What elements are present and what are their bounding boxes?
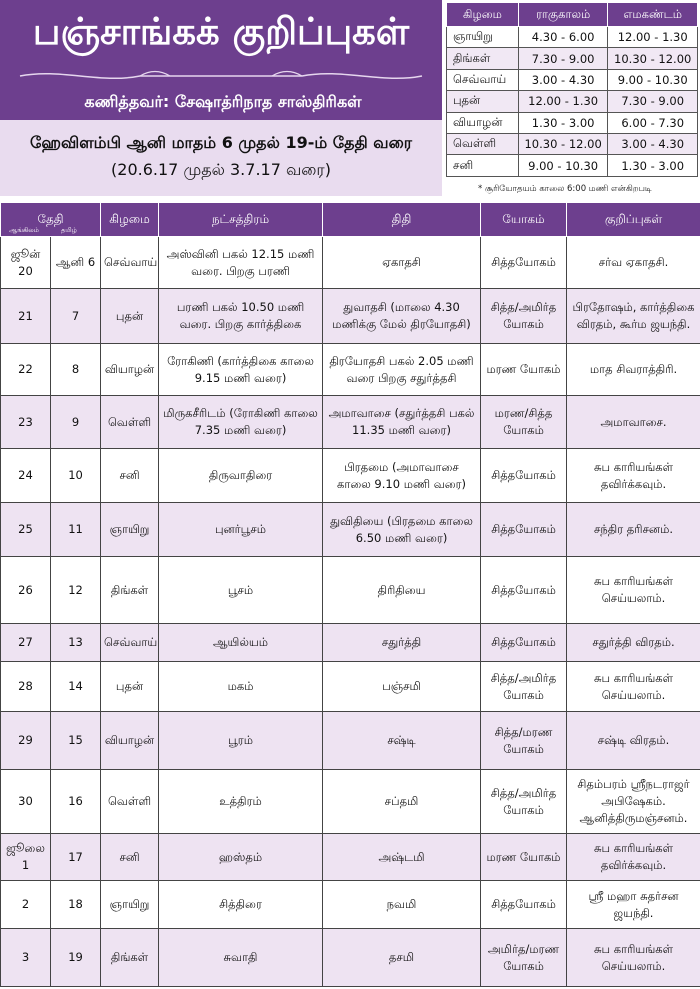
note-cell-text: சஷ்டி விரதம். — [597, 733, 670, 748]
yogam-cell-text: சித்தயோகம் — [491, 522, 556, 537]
day-cell-text: சனி — [119, 468, 140, 483]
yogam-cell — [481, 834, 567, 881]
date-tamil-cell-text: 14 — [68, 679, 83, 694]
note-cell-text: சர்வ ஏகாதசி. — [598, 255, 669, 270]
yogam-cell — [481, 712, 567, 770]
date-english-cell — [1, 557, 51, 624]
table-row — [1, 770, 700, 834]
tithi-cell — [323, 929, 481, 987]
rahu-time: 10.30 - 12.00 — [518, 133, 608, 154]
tithi-cell-text: தசமி — [388, 950, 415, 965]
table-row — [1, 449, 700, 503]
star-cell — [159, 834, 323, 881]
note-cell — [567, 557, 700, 624]
rahu-time: 3.00 - 4.30 — [518, 69, 608, 90]
rahu-header-row — [447, 3, 698, 27]
yogam-cell-text: மரண யோகம் — [486, 362, 561, 377]
yogam-cell-text: சித்த/அமிர்த யோகம் — [490, 785, 557, 817]
header-block — [0, 0, 442, 196]
date-tamil-cell — [51, 449, 101, 503]
period-line-2: (20.6.17 முதல் 3.7.17 வரை) — [111, 160, 331, 179]
tithi-cell — [323, 712, 481, 770]
star-cell — [159, 449, 323, 503]
star-cell-text: உத்திரம் — [219, 794, 262, 809]
day-cell-text: வியாழன் — [104, 362, 155, 377]
yogam-cell — [481, 503, 567, 557]
tithi-cell — [323, 237, 481, 289]
note-cell — [567, 503, 700, 557]
note-cell-text: சந்திர தரிசனம். — [594, 522, 673, 537]
day-cell — [101, 624, 159, 662]
rahu-time: 1.30 - 3.00 — [518, 112, 608, 133]
date-tamil-cell-text: 10 — [68, 468, 83, 483]
star-cell-text: திருவாதிரை — [208, 468, 273, 483]
date-tamil-cell — [51, 289, 101, 344]
day-cell-text: திங்கள் — [110, 950, 149, 965]
yogam-cell — [481, 289, 567, 344]
tithi-cell-text: அமாவாசை (சதுர்த்தசி பகல் 11.35 மணி வரை) — [328, 406, 475, 437]
yogam-cell — [481, 881, 567, 929]
tithi-cell — [323, 770, 481, 834]
tithi-cell — [323, 503, 481, 557]
tithi-cell — [323, 557, 481, 624]
header-notes: குறிப்புகள் — [567, 203, 700, 237]
note-cell — [567, 289, 700, 344]
star-cell-text: மிருகசீரிடம் (ரோகிணி காலை 7.35 மணி வரை) — [163, 406, 318, 437]
date-tamil-cell-text: 13 — [68, 635, 83, 650]
day-cell-text: திங்கள் — [110, 582, 149, 597]
star-cell-text: பூரம் — [228, 733, 253, 748]
tithi-cell-text: துவாதசி (மாலை 4.30 மணிக்கு மேல் திரயோதசி) — [332, 300, 471, 331]
note-cell — [567, 344, 700, 396]
date-tamil-cell-text: 9 — [71, 414, 80, 429]
ema-time: 12.00 - 1.30 — [608, 27, 698, 48]
yogam-cell — [481, 770, 567, 834]
date-english-cell — [1, 712, 51, 770]
star-cell-text: ஹஸ்தம் — [218, 849, 263, 864]
tithi-cell-text: சப்தமி — [384, 794, 419, 809]
tithi-cell — [323, 344, 481, 396]
panchangam-table — [0, 202, 700, 987]
rahu-day: வெள்ளி — [447, 133, 519, 154]
date-english-cell-text: 2 — [21, 897, 30, 912]
yogam-cell — [481, 929, 567, 987]
yogam-cell-text: சித்த/அமிர்த யோகம் — [490, 300, 557, 331]
star-cell-text: ரோகிணி (கார்த்திகை காலை 9.15 மணி வரை) — [167, 353, 314, 385]
tithi-cell-text: அஷ்டமி — [378, 849, 425, 864]
author-line: கணித்தவர்: சேஷாத்ரிநாத சாஸ்திரிகள் — [84, 92, 362, 111]
yogam-cell-text: மரண/சித்த யோகம் — [494, 406, 553, 437]
tithi-cell-text: சஷ்டி — [387, 733, 416, 748]
date-english-cell — [1, 289, 51, 344]
table-row — [1, 289, 700, 344]
yogam-cell — [481, 557, 567, 624]
date-english-cell-text: 30 — [18, 794, 33, 809]
date-tamil-cell — [51, 712, 101, 770]
decorative-flourish-icon — [0, 66, 442, 86]
date-tamil-cell — [51, 557, 101, 624]
rahu-day: புதன் — [447, 91, 519, 112]
star-cell — [159, 237, 323, 289]
note-cell — [567, 624, 700, 662]
day-cell-text: புதன் — [115, 679, 144, 694]
note-cell-text: பிரதோஷம், கார்த்திகை விரதம், கூர்ம ஜயந்தி. — [572, 300, 695, 331]
table-row — [1, 929, 700, 987]
header-star: நட்சத்திரம் — [159, 203, 323, 237]
star-cell-text: பூசம் — [227, 582, 254, 597]
date-tamil-cell — [51, 503, 101, 557]
date-english-cell-text: 25 — [18, 522, 33, 537]
day-cell — [101, 449, 159, 503]
tithi-cell-text: சதுர்த்தி — [381, 635, 422, 650]
star-cell-text: ஆயில்யம் — [213, 635, 269, 650]
date-english-cell — [1, 624, 51, 662]
ema-time: 7.30 - 9.00 — [608, 91, 698, 112]
rahu-row — [447, 112, 698, 133]
star-cell — [159, 662, 323, 712]
day-cell — [101, 881, 159, 929]
yogam-cell — [481, 662, 567, 712]
day-cell-text: செவ்வாய் — [104, 635, 158, 650]
yogam-cell — [481, 624, 567, 662]
note-cell-text: சுப காரியங்கள் தவிர்க்கவும். — [594, 841, 674, 872]
day-cell — [101, 344, 159, 396]
header-tithi: திதி — [323, 203, 481, 237]
date-tamil-cell — [51, 344, 101, 396]
date-tamil-cell-text: 11 — [68, 522, 83, 537]
date-english-cell-text: 22 — [18, 362, 33, 377]
rahu-day: சனி — [447, 155, 519, 176]
header-date — [1, 203, 101, 237]
ema-time: 6.00 - 7.30 — [608, 112, 698, 133]
tithi-cell — [323, 289, 481, 344]
date-tamil-cell-text: 15 — [68, 733, 83, 748]
date-english-cell-text: 29 — [18, 733, 33, 748]
yogam-cell-text: சித்த/அமிர்த யோகம் — [490, 670, 557, 702]
period-banner — [0, 120, 442, 196]
date-tamil-cell-text: 17 — [68, 849, 83, 864]
yogam-cell-text: அமிர்த/மரண யோகம் — [487, 941, 560, 973]
date-tamil-cell — [51, 834, 101, 881]
table-header-row — [1, 203, 700, 237]
note-cell — [567, 929, 700, 987]
date-english-cell-text: ஜூலை 1 — [6, 841, 45, 872]
rahu-day: செவ்வாய் — [447, 69, 519, 90]
date-tamil-cell — [51, 624, 101, 662]
day-cell — [101, 662, 159, 712]
yogam-cell — [481, 237, 567, 289]
yogam-cell-text: சித்தயோகம் — [491, 255, 556, 270]
day-cell — [101, 770, 159, 834]
date-english-cell — [1, 834, 51, 881]
rahu-row — [447, 155, 698, 176]
tithi-cell-text: பஞ்சமி — [382, 679, 421, 694]
note-cell — [567, 662, 700, 712]
star-cell — [159, 881, 323, 929]
date-tamil-cell — [51, 770, 101, 834]
star-cell — [159, 344, 323, 396]
date-tamil-cell-text: 19 — [68, 950, 83, 965]
date-english-cell — [1, 396, 51, 449]
star-cell-text: பரணி பகல் 10.50 மணி வரை. பிறகு கார்த்திகை — [176, 300, 305, 331]
date-english-cell-text: 26 — [18, 582, 33, 597]
rahu-time: 12.00 - 1.30 — [518, 91, 608, 112]
star-cell — [159, 624, 323, 662]
table-row — [1, 712, 700, 770]
note-cell — [567, 396, 700, 449]
yogam-cell — [481, 344, 567, 396]
tithi-cell — [323, 624, 481, 662]
rahu-kalam-table — [446, 2, 698, 177]
date-tamil-cell-text: ஆனி 6 — [55, 255, 96, 270]
day-cell-text: ஞாயிறு — [109, 522, 150, 537]
yogam-cell — [481, 449, 567, 503]
note-cell — [567, 449, 700, 503]
note-cell-text: சிதம்பரம் ஸ்ரீநடராஜர் அபிஷேகம். ஆனித்திருமஞ்சனம். — [577, 777, 690, 825]
day-cell — [101, 396, 159, 449]
rahu-day: திங்கள் — [447, 48, 519, 69]
day-cell — [101, 557, 159, 624]
day-cell-text: வியாழன் — [104, 733, 155, 748]
star-cell-text: சுவாதி — [223, 950, 258, 965]
note-cell-text: சதுர்த்தி விரதம். — [592, 635, 675, 650]
table-row — [1, 237, 700, 289]
date-tamil-cell — [51, 662, 101, 712]
ema-time: 9.00 - 10.30 — [608, 69, 698, 90]
yogam-cell-text: சித்தயோகம் — [491, 582, 556, 597]
date-tamil-cell — [51, 237, 101, 289]
rahu-row — [447, 48, 698, 69]
day-cell-text: செவ்வாய் — [104, 255, 158, 270]
date-tamil-cell-text: 16 — [68, 794, 83, 809]
date-english-cell-text: ஜூன் 20 — [10, 246, 41, 278]
date-english-cell — [1, 770, 51, 834]
note-cell-text: அமாவாசை. — [600, 414, 667, 429]
tithi-cell — [323, 449, 481, 503]
period-line-1: ஹேவிளம்பி ஆனி மாதம் 6 முதல் 19-ம் தேதி வரை — [30, 133, 412, 152]
date-english-cell-text: 28 — [18, 679, 33, 694]
date-english-cell — [1, 237, 51, 289]
tithi-cell-text: பிரதமை (அமாவாசை காலை 9.10 மணி வரை) — [336, 459, 467, 491]
date-tamil-cell-text: 12 — [68, 582, 83, 597]
ema-time: 10.30 - 12.00 — [608, 48, 698, 69]
date-english-cell-text: 27 — [18, 635, 33, 650]
note-cell-text: சுப காரியங்கள் செய்யலாம். — [594, 670, 674, 702]
yogam-cell-text: சித்தயோகம் — [491, 897, 556, 912]
date-tamil-cell-text: 18 — [68, 897, 83, 912]
header-date-label: தேதி — [37, 211, 64, 226]
star-cell-text: புனர்பூசம் — [214, 522, 267, 537]
date-tamil-cell-text: 8 — [71, 362, 80, 377]
rahu-row — [447, 91, 698, 112]
rahu-time: 9.00 - 10.30 — [518, 155, 608, 176]
page-title: பஞ்சாங்கக் குறிப்புகள் — [32, 10, 410, 53]
note-cell-text: சுப காரியங்கள் செய்யலாம். — [594, 574, 674, 605]
table-row — [1, 662, 700, 712]
tithi-cell — [323, 881, 481, 929]
tithi-cell-text: திரயோதசி பகல் 2.05 மணி வரை பிறகு சதுர்த்தசி — [329, 353, 474, 385]
date-english-cell-text: 23 — [18, 414, 33, 429]
rahu-header-ema: எமகண்டம் — [608, 3, 698, 27]
star-cell-text: அஸ்வினி பகல் 12.15 மணி வரை. பிறகு பரணி — [166, 246, 315, 278]
header-date-tamil: தமிழ் — [61, 226, 77, 234]
date-tamil-cell — [51, 396, 101, 449]
note-cell — [567, 237, 700, 289]
tithi-cell-text: துவிதியை (பிரதமை காலை 6.50 மணி வரை) — [330, 513, 473, 545]
rahu-day: ஞாயிறு — [447, 27, 519, 48]
star-cell — [159, 712, 323, 770]
star-cell — [159, 770, 323, 834]
day-cell — [101, 712, 159, 770]
yogam-cell — [481, 396, 567, 449]
yogam-cell-text: சித்த/மரண யோகம் — [494, 724, 553, 756]
rahu-header-day: கிழமை — [447, 3, 519, 27]
day-cell — [101, 834, 159, 881]
tithi-cell-text: நவமி — [386, 897, 417, 912]
day-cell — [101, 929, 159, 987]
star-cell — [159, 289, 323, 344]
date-english-cell — [1, 344, 51, 396]
ema-time: 3.00 - 4.30 — [608, 133, 698, 154]
day-cell-text: புதன் — [115, 308, 144, 323]
day-cell-text: ஞாயிறு — [109, 897, 150, 912]
rahu-time: 7.30 - 9.00 — [518, 48, 608, 69]
rahu-row — [447, 69, 698, 90]
yogam-cell-text: மரண யோகம் — [486, 849, 561, 864]
table-row — [1, 503, 700, 557]
day-cell — [101, 237, 159, 289]
note-cell — [567, 770, 700, 834]
sunrise-note: * சூரியோதயம் காலை 6:00 மணி என்கிறபடி — [478, 184, 652, 194]
note-cell-text: ஸ்ரீ மஹா சுதர்சன ஜயந்தி. — [588, 888, 679, 920]
day-cell-text: சனி — [119, 849, 140, 864]
star-cell — [159, 929, 323, 987]
header-date-english: ஆங்கிலம் — [9, 226, 39, 234]
note-cell — [567, 881, 700, 929]
date-english-cell — [1, 449, 51, 503]
day-cell — [101, 503, 159, 557]
rahu-time: 4.30 - 6.00 — [518, 27, 608, 48]
tithi-cell — [323, 834, 481, 881]
table-row — [1, 557, 700, 624]
tithi-cell-text: திரிதியை — [377, 582, 426, 597]
rahu-row — [447, 133, 698, 154]
day-cell-text: வெள்ளி — [107, 414, 152, 429]
table-row — [1, 881, 700, 929]
date-english-cell — [1, 929, 51, 987]
note-cell-text: சுப காரியங்கள் தவிர்க்கவும். — [594, 459, 674, 491]
date-tamil-cell-text: 7 — [71, 308, 80, 323]
rahu-day: வியாழன் — [447, 112, 519, 133]
star-cell — [159, 503, 323, 557]
date-tamil-cell — [51, 929, 101, 987]
star-cell-text: சித்திரை — [219, 897, 262, 912]
date-english-cell-text: 24 — [18, 468, 33, 483]
date-english-cell — [1, 881, 51, 929]
day-cell-text: வெள்ளி — [107, 794, 152, 809]
star-cell-text: மகம் — [227, 679, 254, 694]
yogam-cell-text: சித்தயோகம் — [491, 635, 556, 650]
note-cell — [567, 834, 700, 881]
table-row — [1, 624, 700, 662]
note-cell — [567, 712, 700, 770]
header-day: கிழமை — [101, 203, 159, 237]
day-cell — [101, 289, 159, 344]
ema-time: 1.30 - 3.00 — [608, 155, 698, 176]
date-tamil-cell — [51, 881, 101, 929]
date-english-cell — [1, 662, 51, 712]
rahu-header-rahu: ராகுகாலம் — [518, 3, 608, 27]
table-row — [1, 396, 700, 449]
tithi-cell — [323, 662, 481, 712]
tithi-cell-text: ஏகாதசி — [382, 255, 421, 270]
date-english-cell-text: 3 — [21, 950, 30, 965]
rahu-row — [447, 27, 698, 48]
note-cell-text: மாத சிவராத்திரி. — [589, 362, 678, 377]
table-row — [1, 834, 700, 881]
star-cell — [159, 396, 323, 449]
tithi-cell — [323, 396, 481, 449]
date-english-cell — [1, 503, 51, 557]
note-cell-text: சுப காரியங்கள் செய்யலாம். — [594, 941, 674, 973]
yogam-cell-text: சித்தயோகம் — [491, 468, 556, 483]
star-cell — [159, 557, 323, 624]
header-yogam: யோகம் — [481, 203, 567, 237]
date-english-cell-text: 21 — [18, 308, 33, 323]
table-row — [1, 344, 700, 396]
